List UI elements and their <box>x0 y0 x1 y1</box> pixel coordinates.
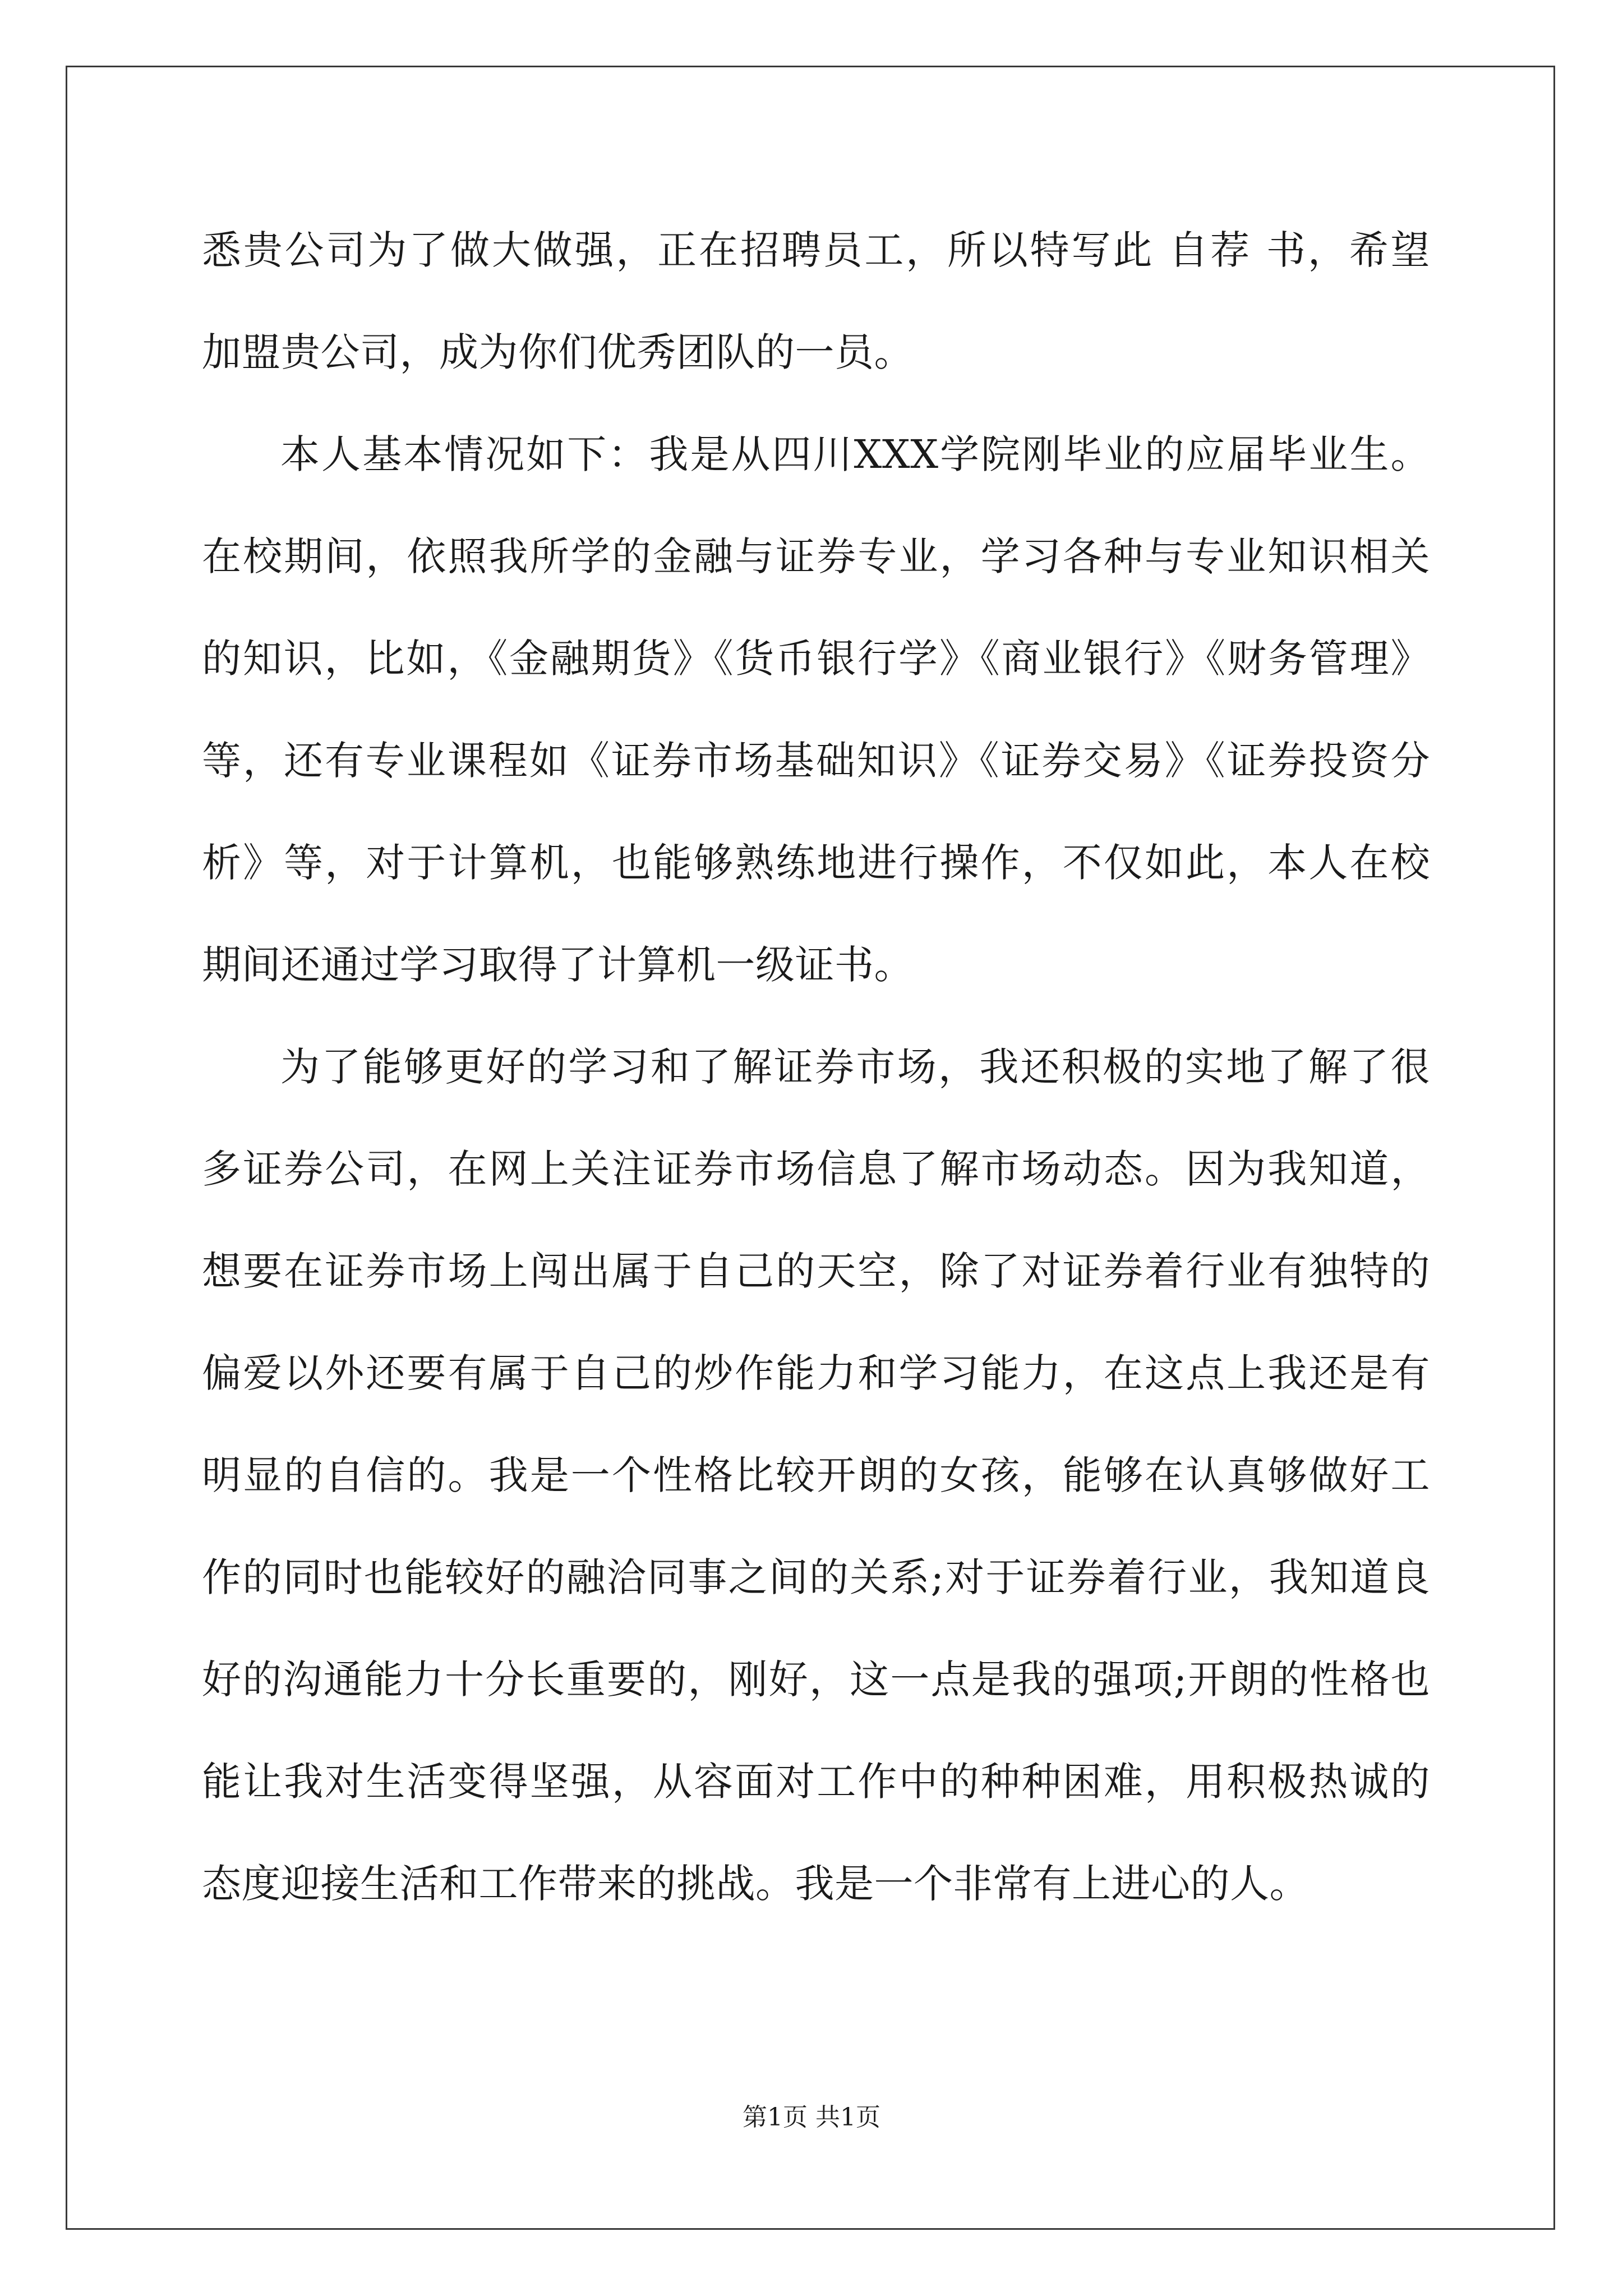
page-number-footer: 第1页 共1页 <box>743 2103 880 2132</box>
paragraph-line: 偏爱以外还要有属于自己的炒作能力和学习能力，在这点上我还是有 <box>202 1350 1430 1396</box>
paragraph-line: 态度迎接生活和工作带来的挑战。我是一个非常有上进心的人。 <box>202 1861 1309 1907</box>
paragraph-line: 多证券公司，在网上关注证券市场信息了解市场动态。因为我知道， <box>202 1146 1430 1192</box>
paragraph-line: 好的沟通能力十分长重要的，刚好，这一点是我的强项;开朗的性格也 <box>202 1657 1430 1703</box>
paragraph-line: 作的同时也能较好的融洽同事之间的关系;对于证券着行业，我知道良 <box>202 1554 1430 1600</box>
paragraph-line: 本人基本情况如下：我是从四川XXX学院刚毕业的应届毕业生。 <box>280 431 1430 477</box>
paragraph-line: 明显的自信的。我是一个性格比较开朗的女孩，能够在认真够做好工 <box>202 1452 1430 1498</box>
paragraph-line: 想要在证券市场上闯出属于自己的天空，除了对证券着行业有独特的 <box>202 1248 1430 1294</box>
paragraph-line: 期间还通过学习取得了计算机一级证书。 <box>202 942 914 988</box>
paragraph-line: 在校期间，依照我所学的金融与证券专业，学习各种与专业知识相关 <box>202 533 1430 579</box>
paragraph-line: 的知识，比如，《金融期货》《货币银行学》《商业银行》《财务管理》 <box>202 636 1430 682</box>
paragraph-line: 析》等，对于计算机，也能够熟练地进行操作，不仅如此，本人在校 <box>202 840 1430 886</box>
document-body <box>202 199 1430 1935</box>
paragraph-line: 等，还有专业课程如《证券市场基础知识》《证券交易》《证券投资分 <box>202 738 1430 784</box>
paragraph-line: 能让我对生活变得坚强，从容面对工作中的种种困难，用积极热诚的 <box>202 1759 1430 1805</box>
paragraph-line: 为了能够更好的学习和了解证券市场，我还积极的实地了解了很 <box>280 1044 1430 1090</box>
paragraph-line: 加盟贵公司，成为你们优秀团队的一员。 <box>202 329 914 375</box>
paragraph-line: 悉贵公司为了做大做强，正在招聘员工，所以特写此 自荐 书，希望 <box>202 227 1431 273</box>
